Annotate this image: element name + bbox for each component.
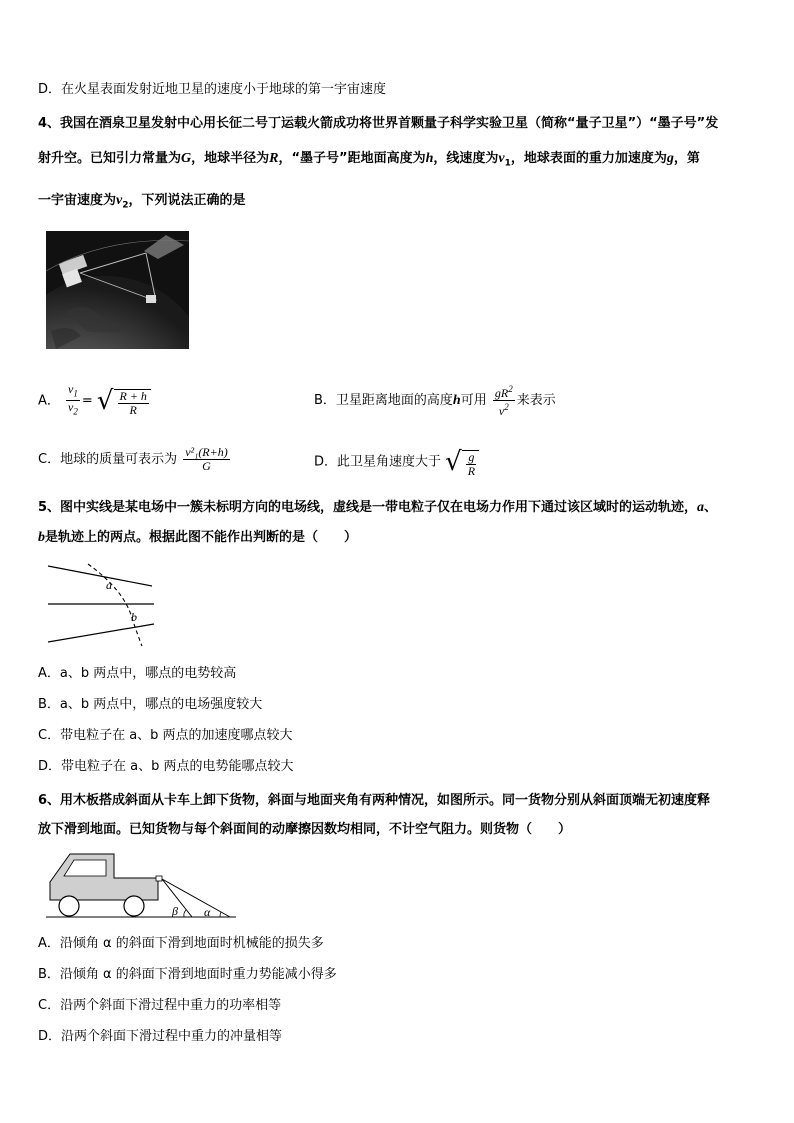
q5-option-d: D．带电粒子在 a、b 两点的电势能哪点较大: [38, 759, 294, 774]
truck-ramp-figure: [44, 848, 240, 922]
q6-option-b: B．沿倾角 α 的斜面下滑到地面时重力势能减小得多: [38, 967, 337, 982]
angle-alpha-label: α: [204, 905, 211, 919]
q4-option-d: D．此卫星角速度大于 √ $\frac{g}{R}$: [314, 446, 479, 478]
q4-stem-line-3: 一宇宙速度为$v_2$，下列说法正确的是: [38, 193, 246, 211]
q4-option-b: B．卫星距离地面的高度h可用 $\frac{gR^2}{v^2}$ 来表示: [314, 384, 556, 418]
q4-stem-line-2: 射升空。已知引力常量为G，地球半径为R，“墨子号”距地面高度为h，线速度为$v_1$，地球表面的重力加速度为g，第: [38, 151, 700, 169]
point-a-label: a: [106, 578, 112, 592]
q5-option-b: B．a、b 两点中，哪点的电场强度较大: [38, 697, 263, 712]
q4-stem-line-1: 4、我国在酒泉卫星发射中心用长征二号丁运载火箭成功将世界首颗量子科学实验卫星（简称“量子卫星”）“墨子号”发: [38, 116, 719, 131]
q6-stem-line-2: 放下滑到地面。已知货物与每个斜面间的动摩擦因数均相同，不计空气阻力。则货物（ ）: [38, 822, 572, 837]
q5-stem-line-2: b是轨迹上的两点。根据此图不能作出判断的是（ ）: [38, 530, 358, 545]
point-b-label: b: [131, 610, 137, 624]
q3-option-d: D．在火星表面发射近地卫星的速度小于地球的第一宇宙速度: [38, 82, 387, 97]
q5-option-a: A．a、b 两点中，哪点的电势较高: [38, 666, 237, 681]
q6-option-c: C．沿两个斜面下滑过程中重力的功率相等: [38, 998, 282, 1013]
electric-field-figure: [44, 560, 159, 650]
q6-option-a: A．沿倾角 α 的斜面下滑到地面时机械能的损失多: [38, 936, 324, 951]
q4-option-c: C．地球的质量可表示为 $\frac{\text{v²₁(R+h)}}{G}$: [38, 445, 228, 473]
satellite-image: [46, 231, 189, 349]
q6-stem-line-1: 6、用木板搭成斜面从卡车上卸下货物，斜面与地面夹角有两种情况，如图所示。同一货物分别从斜面顶端无初速度释: [38, 793, 711, 808]
q4-option-a: A． $\frac{v_1}{v_2}$ = √ $\frac{R + h}{R}$: [38, 383, 151, 419]
q6-option-d: D．沿两个斜面下滑过程中重力的冲量相等: [38, 1029, 283, 1044]
angle-beta-label: β: [172, 904, 178, 918]
q5-option-c: C．带电粒子在 a、b 两点的加速度哪点较大: [38, 728, 293, 743]
sqrt-symbol: √ $\frac{R + h}{R}$: [97, 385, 151, 417]
q5-stem-line-1: 5、图中实线是某电场中一簇未标明方向的电场线，虚线是一带电粒子仅在电场力作用下通过该区域时的运动轨迹，a、: [38, 500, 718, 515]
